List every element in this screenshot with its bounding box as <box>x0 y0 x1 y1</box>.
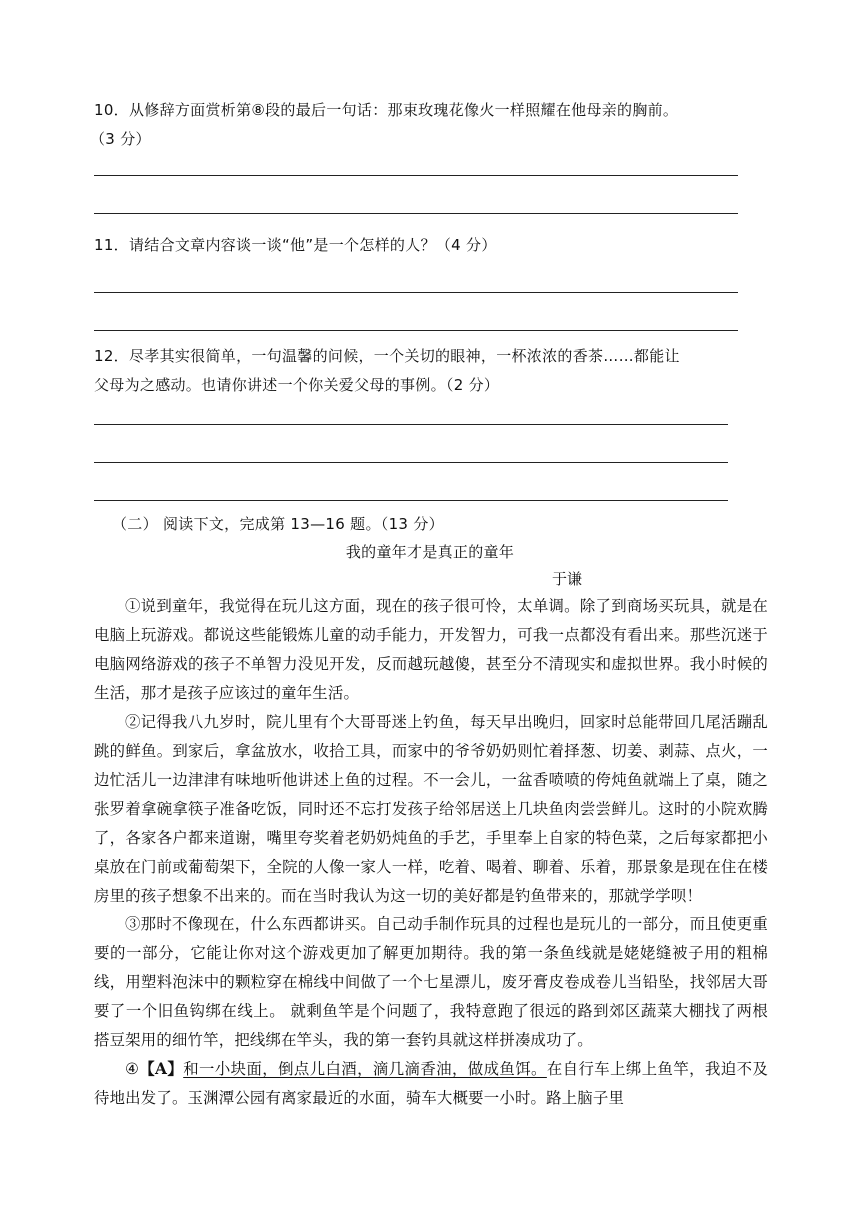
answer-line[interactable] <box>94 462 728 463</box>
answer-line[interactable] <box>94 213 738 214</box>
question-10-line1: 10．从修辞方面赏析第⑧段的最后一句话：那束玫瑰花像火一样照耀在他母亲的胸前。 <box>94 101 679 119</box>
answer-line[interactable] <box>94 424 728 425</box>
passage-paragraph-1: ①说到童年，我觉得在玩儿这方面，现在的孩子很可怜，太单调。除了到商场买玩具，就是在电脑上玩游戏。都说这些能锻炼儿童的动手能力，开发智力，可我一点都没有看出来。那些沉迷于电脑网络游戏的孩子不单智力没见开发，反而越玩越傻，甚至分不清现实和虚拟世界。我小时候的生活，那才是孩子应该过的童年生活。 <box>94 597 768 702</box>
passage-author: 于谦 <box>552 570 583 588</box>
question-10-line2: （3 分） <box>90 130 151 148</box>
question-11 <box>94 231 497 260</box>
answer-line[interactable] <box>94 500 728 501</box>
passage-paragraph-2: ②记得我八九岁时，院儿里有个大哥哥迷上钓鱼，每天早出晚归，回家时总能带回几尾活蹦乱跳的鲜鱼。到家后，拿盆放水，收拾工具，而家中的爷爷奶奶则忙着择葱、切姜、剥蒜、点火，一边忙活儿一边津津有味地听他讲述上鱼的过程。不一会儿，一盆香喷喷的侉炖鱼就端上了桌，随之张罗着拿碗拿筷子准备吃饭，同时还不忘打发孩子给邻居送上几块鱼肉尝尝鲜儿。这时的小院欢腾了，各家各户都来道谢，嘴里夸奖着老奶奶炖鱼的手艺，手里奉上自家的特色菜，之后每家都把小桌放在门前或葡萄架下，全院的人像一家人一样，吃着、喝着、聊着、乐着，那景象是现在住在楼房里的孩子想象不出来的。而在当时我认为这一切的美好都是钓鱼带来的，那就学学呗！ <box>94 713 768 905</box>
question-12-line1: 12．尽孝其实很简单，一句温馨的问候，一个关切的眼神，一杯浓浓的香茶……都能让 <box>94 347 680 365</box>
paragraph-number: ④ <box>125 1060 140 1078</box>
paragraph-4-text: 在自行车上绑上鱼竿，我迫不及待地出发了。玉渊潭公园有离家最近的水面，骑车大概要一小时。路上脑子里 <box>94 1060 768 1107</box>
section-heading: （二） 阅读下文，完成第 13—16 题。（13 分） <box>112 515 444 533</box>
question-11-line1: 11．请结合文章内容谈一谈“他”是一个怎样的人？（4 分） <box>94 236 497 254</box>
question-12 <box>94 342 680 400</box>
answer-line[interactable] <box>94 292 738 293</box>
answer-line[interactable] <box>94 175 738 176</box>
passage-title: 我的童年才是真正的童年 <box>345 543 515 561</box>
blank-marker-a: 【A】 <box>139 1060 184 1078</box>
question-10 <box>90 96 679 154</box>
underlined-sentence: 和一小块面，倒点儿白酒，滴几滴香油，做成鱼饵。 <box>183 1060 547 1078</box>
answer-line[interactable] <box>94 330 738 331</box>
passage-paragraph-3: ③那时不像现在，什么东西都讲买。自己动手制作玩具的过程也是玩儿的一部分，而且使更重要的一部分，它能让你对这个游戏更加了解更加期待。我的第一条鱼线就是姥姥缝被子用的粗棉线，用塑料泡沫中的颗粒穿在棉线中间做了一个七星漂儿，废牙膏皮卷成卷儿当铅坠，找邻居大哥要了一个旧鱼钩绑在线上。 就剩鱼竿是个问题了，我特意跑了很远的路到郊区蔬菜大棚找了两根搭豆架用的细竹竿，把线绑在竿头，我的第一套钓具就这样拼凑成功了。 <box>94 915 768 1049</box>
passage-paragraph-4 <box>94 1055 768 1113</box>
question-12-line2: 父母为之感动。也请你讲述一个你关爱父母的事例。（2 分） <box>94 376 500 394</box>
